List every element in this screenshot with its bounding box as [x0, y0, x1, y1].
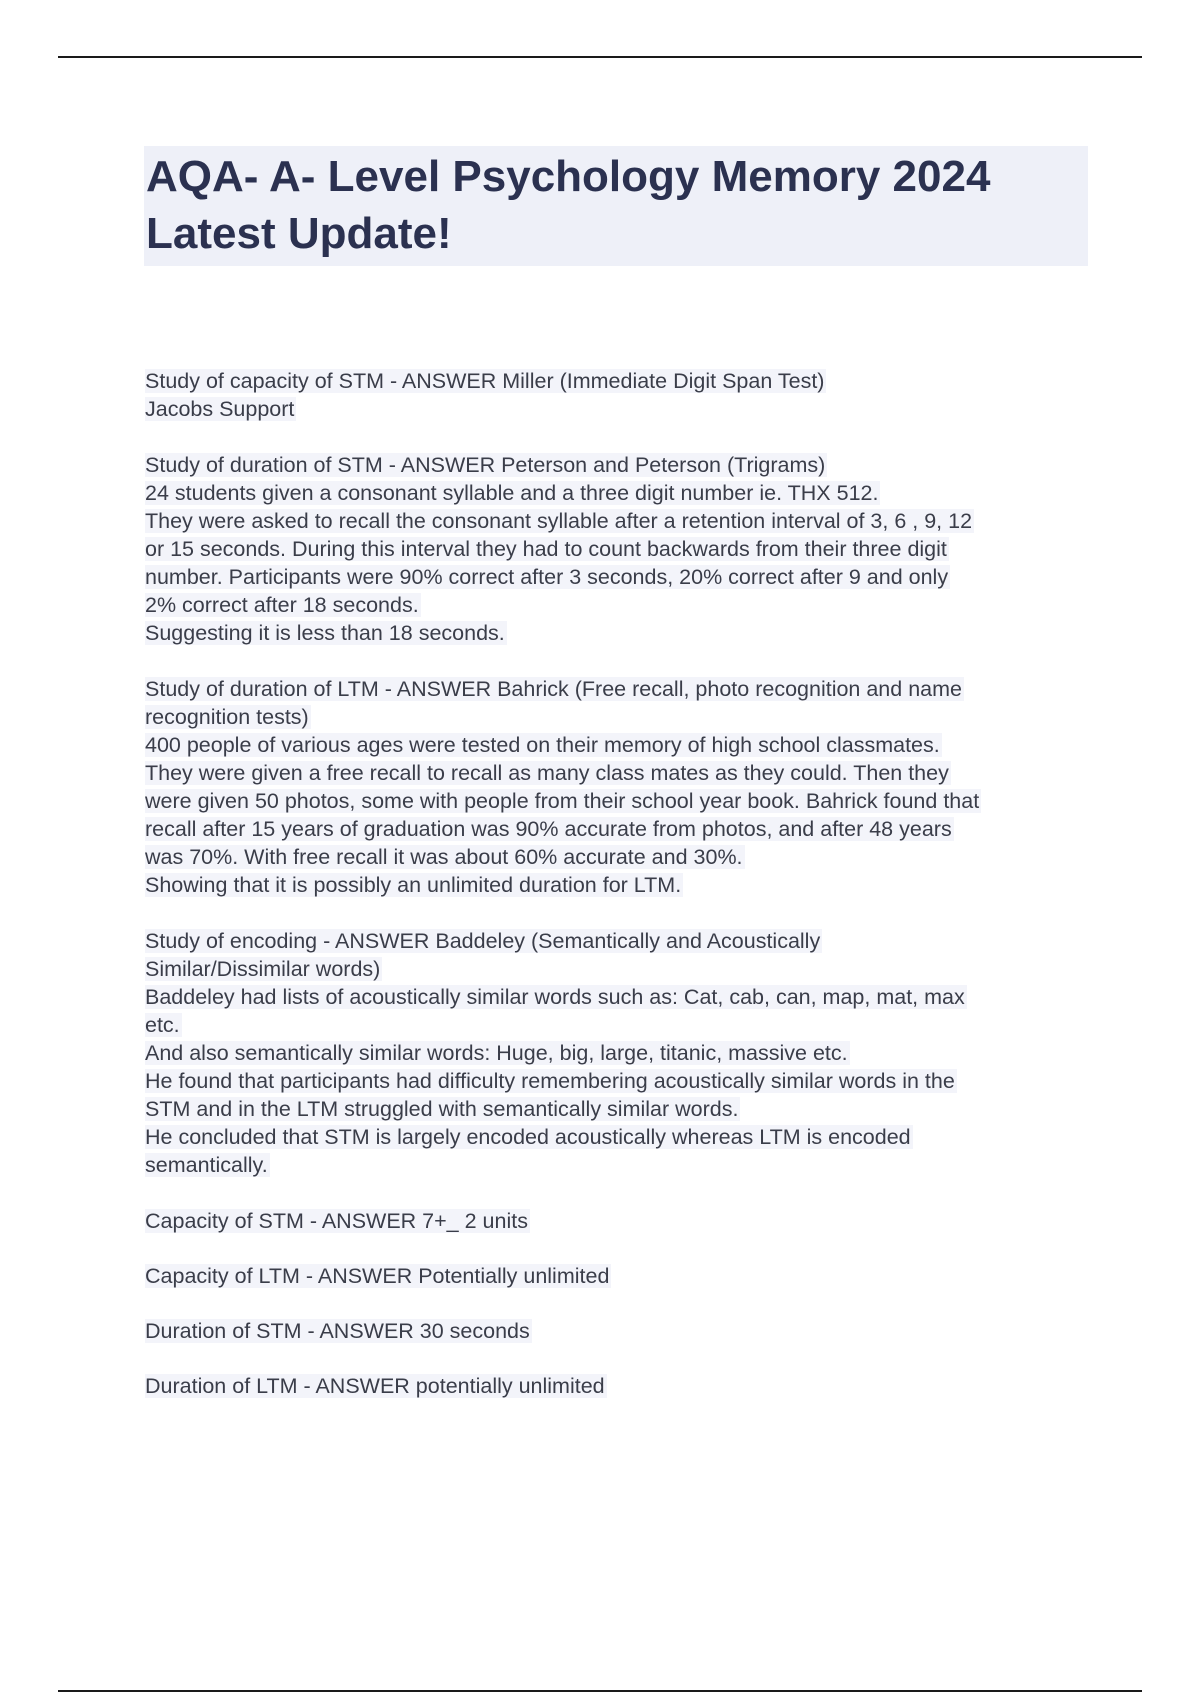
qa-block-capacity-stm	[145, 1207, 1095, 1235]
qa-block-duration-stm-study	[145, 451, 1095, 647]
text-line: 2% correct after 18 seconds.	[145, 593, 419, 617]
text-line: Baddeley had lists of acoustically similar words such as: Cat, cab, can, map, mat, max	[145, 985, 965, 1009]
text-line: Study of capacity of STM - ANSWER Miller (Immediate Digit Span Test)	[145, 369, 825, 393]
text-line: Duration of STM - ANSWER 30 seconds	[145, 1319, 530, 1343]
text-line: Capacity of STM - ANSWER 7+_ 2 units	[145, 1209, 528, 1233]
text-line: recognition tests)	[145, 705, 309, 729]
text-line: Showing that it is possibly an unlimited duration for LTM.	[145, 873, 682, 897]
text-line: 400 people of various ages were tested on their memory of high school classmates.	[145, 733, 940, 757]
qa-block-capacity-stm-study	[145, 367, 1095, 423]
text-line: He found that participants had difficulty remembering acoustically similar words in the	[145, 1069, 955, 1093]
document-body	[145, 367, 1095, 1427]
text-line: Study of encoding - ANSWER Baddeley (Semantically and Acoustically	[145, 929, 821, 953]
text-line: STM and in the LTM struggled with semantically similar words.	[145, 1097, 739, 1121]
text-line: or 15 seconds. During this interval they had to count backwards from their three digit	[145, 537, 947, 561]
qa-block-duration-ltm-study	[145, 675, 1095, 899]
text-line: Jacobs Support	[145, 397, 295, 421]
qa-block-duration-ltm	[145, 1372, 1095, 1400]
text-line: Suggesting it is less than 18 seconds.	[145, 621, 505, 645]
text-line: 24 students given a consonant syllable and a three digit number ie. THX 512.	[145, 481, 879, 505]
text-line: Study of duration of LTM - ANSWER Bahrick (Free recall, photo recognition and name	[145, 677, 962, 701]
text-line: Capacity of LTM - ANSWER Potentially unlimited	[145, 1264, 610, 1288]
text-line: semantically.	[145, 1153, 268, 1177]
text-line: Duration of LTM - ANSWER potentially unlimited	[145, 1374, 605, 1398]
text-line: They were asked to recall the consonant syllable after a retention interval of 3, 6 , 9, 12	[145, 509, 973, 533]
text-line: He concluded that STM is largely encoded acoustically whereas LTM is encoded	[145, 1125, 911, 1149]
text-line: Study of duration of STM - ANSWER Peterson and Peterson (Trigrams)	[145, 453, 826, 477]
text-line: They were given a free recall to recall as many class mates as they could. Then they	[145, 761, 949, 785]
title-line-1: AQA- A- Level Psychology Memory 2024	[146, 152, 991, 201]
qa-block-encoding-study	[145, 927, 1095, 1179]
qa-block-capacity-ltm	[145, 1262, 1095, 1290]
bottom-rule	[58, 1690, 1142, 1692]
text-line: And also semantically similar words: Huge, big, large, titanic, massive etc.	[145, 1041, 848, 1065]
text-line: number. Participants were 90% correct after 3 seconds, 20% correct after 9 and only	[145, 565, 949, 589]
text-line: were given 50 photos, some with people from their school year book. Bahrick found that	[145, 789, 980, 813]
text-line: recall after 15 years of graduation was 90% accurate from photos, and after 48 years	[145, 817, 952, 841]
text-line: was 70%. With free recall it was about 60% accurate and 30%.	[145, 845, 743, 869]
text-line: Similar/Dissimilar words)	[145, 957, 381, 981]
document-title	[144, 146, 1088, 266]
title-line-2: Latest Update!	[146, 209, 452, 258]
qa-block-duration-stm	[145, 1317, 1095, 1345]
top-rule	[58, 56, 1142, 58]
text-line: etc.	[145, 1013, 180, 1037]
